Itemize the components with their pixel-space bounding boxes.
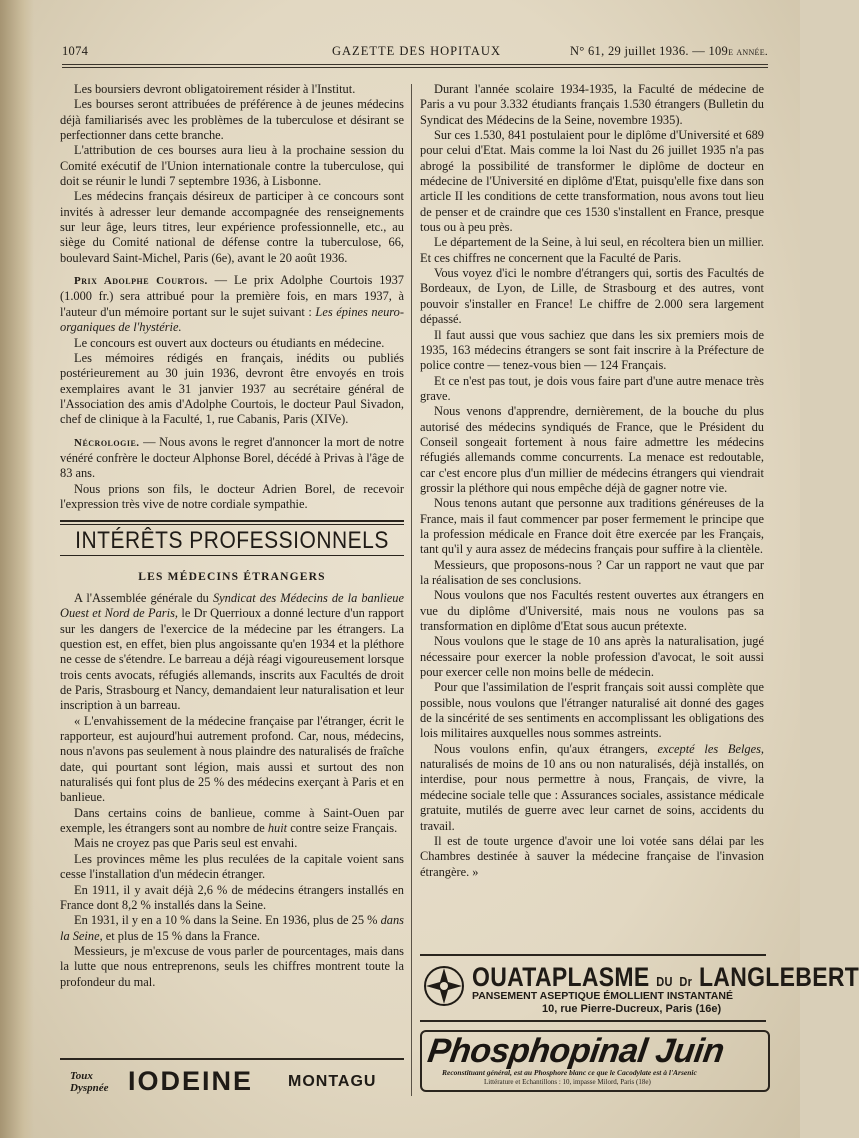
text-run: Dans certains coins de banlieue, comme à Saint-Ouen par exemple, les étrangers sont au nombre de	[60, 805, 404, 836]
journal-title: GAZETTE DES HOPITAUX	[332, 44, 501, 58]
emphasis: excepté les Belges,	[657, 741, 764, 756]
necro-text: — Nous avons le regret d'annoncer la mort de notre vénéré confrère le docteur Alphonse Borel, décédé à Privas à l'âge de 83 ans.	[60, 434, 404, 481]
brand-du: DU	[656, 975, 673, 990]
article-subhead: LES MÉDECINS ÉTRANGERS	[138, 570, 326, 583]
article-paragraph: Nous tenons autant que personne aux traditions généreuses de la France, mais il faut commencer par poser fermement le principe que la profession médicale en France doit être exercée par les Français, tant qu'il y aura assez de médecins français pour suffire à la clientèle.	[420, 496, 764, 557]
thin-rule	[60, 524, 404, 525]
paragraph: Les médecins français désireux de participer à ce concours sont invités à adresser leur demande accompagnée des renseignements sur leur âge, leurs titres, leur expérience professionnelle, etc., au siège du Comité national de défense contre la tuberculose, 66, boulevard Saint-Michel, Paris (6e), avant le 20 août 1936.	[60, 189, 404, 265]
iodeine-indications	[70, 1070, 109, 1094]
article-paragraph: Nous voulons que le stage de 10 ans après la naturalisation, jugé nécessaire pour exercer la noble profession d'avocat, le soit aussi pour exercer celle non moins belle de médecin.	[420, 634, 764, 680]
issue-suffix: e année.	[728, 46, 768, 58]
running-header	[62, 44, 768, 62]
iodeine-advertisement	[60, 1058, 404, 1116]
left-column	[60, 82, 404, 990]
article-paragraph: Et ce n'est pas tout, je dois vous faire part d'une autre menace très grave.	[420, 373, 764, 403]
thick-rule	[60, 520, 404, 522]
article-paragraph	[60, 591, 404, 714]
article-paragraph: Durant l'année scolaire 1934-1935, la Faculté de médecine de Paris a vu pour 3.332 étudiants français 1.530 étrangers (Bulletin du Syndicat des Médecins de la Seine, novembre 1935).	[420, 82, 764, 127]
article-paragraph: En 1911, il y avait déjà 2,6 % de médecins étrangers installés en France dont 8,2 % installés dans la Seine.	[60, 882, 404, 912]
article-paragraph: Sur ces 1.530, 841 postulaient pour le diplôme d'Université et 689 pour celui d'Etat. Mais comme la loi Nast du 26 juillet 1935 n'a pas abrogé la possibilité de transformer le diplôme de docteur en médecine de l'Université en diplôme d'Etat, puisqu'elle fixe dans son article II les conditions de cette transformation, nous avons tout lieu de penser et de craindre que ces 1530 s'installent en France, presque tous ou à peu près.	[420, 128, 764, 235]
toux-label: Toux	[70, 1070, 93, 1082]
paragraph: Les bourses seront attribuées de préférence à de jeunes médecins déjà familiarisés avec les problèmes de la tuberculose et désirant se perfectionner dans cette branche.	[60, 97, 404, 143]
prix-lead: Prix Adolphe Courtois.	[74, 275, 208, 288]
phosphopinal-address: Littérature et Echantillons : 10, impasse Milord, Paris (18e)	[484, 1078, 651, 1086]
ouataplasme-address: 10, rue Pierre-Ducreux, Paris (16e)	[542, 1003, 722, 1015]
paragraph: Nous prions son fils, le docteur Adrien Borel, de recevoir l'expression très vive de notre cordiale sympathie.	[60, 481, 404, 511]
ouataplasme-title	[472, 962, 859, 993]
cross-emblem-icon	[422, 964, 466, 1008]
ouataplasme-advertisement	[420, 954, 859, 1022]
article-paragraph: Il faut aussi que vous sachiez que dans les six premiers mois de 1935, 163 médecins étrangers se sont fait inscrire à la Préfecture de police contre — tenez-vous bien — 124 Français.	[420, 327, 764, 373]
article-paragraph: « L'envahissement de la médecine française par l'étranger, écrit le rapporteur, est aujourd'hui autrement profond. Car, nous, médecins, nous n'avons pas seulement à nous plaindre des naturalisés de fraîche date, qui pourtant sont légion, mais aussi et surtout des non naturalisés qui font plus de 25 % des médecins exerçant à Paris et en banlieue.	[60, 713, 404, 805]
article-paragraph: Messieurs, je m'excuse de vous parler de pourcentages, mais dans la lutte que nous entreprenons, seuls les chiffres montrent toute la profondeur du mal.	[60, 943, 404, 989]
page-number: 1074	[62, 44, 89, 58]
section-title: INTÉRÊTS PROFESSIONNELS	[75, 527, 389, 554]
article-paragraph	[60, 913, 404, 944]
text-run: le Dr Querrioux a donné lecture d'un rapport sur les dangers de l'exercice de la médecine par les étrangers. La question est, en effet, bien plus angoissante qu'en 1934 et la pléthore ne cesse de s'étendre. Le barreau a déjà réagi vigoureusement lorsque trois cents avocats, réfugiés allemands, inscrits aux Facultés de droit de Paris, Strasbourg et Nancy, demandaient leur naturalisation et leur inscription à un barreau.	[60, 606, 404, 713]
article-paragraph: Nous venons d'apprendre, dernièrement, de la bouche du plus autorisé des médecins syndiqués de France, que le Président du Conseil songeait fortement à nous faire admettre les médecins réfugiés allemands comme concurrents. La menace est redoutable, car c'est encore plus d'un millier de médecins étrangers qui viendrait grossir la pléthore qui nous empêche déjà de gagner notre vie.	[420, 404, 764, 495]
ouataplasme-tagline: PANSEMENT ASEPTIQUE ÉMOLLIENT INSTANTANÉ	[472, 990, 733, 1002]
text-run: et plus de 15 % dans la France.	[102, 928, 260, 943]
header-rule-double	[62, 67, 768, 68]
paragraph: Les boursiers devront obligatoirement résider à l'Institut.	[74, 82, 356, 96]
emphasis: huit	[267, 821, 288, 836]
article-paragraph: Les provinces même les plus reculées de la capitale voient sans cesse l'installation d'un médecin étranger.	[60, 851, 404, 882]
brand-name: LANGLEBERT	[698, 962, 859, 992]
necro-lead: Nécrologie.	[74, 436, 140, 449]
prix-paragraph	[60, 273, 404, 335]
thin-rule	[60, 555, 404, 556]
paragraph: Le concours est ouvert aux docteurs ou étudiants en médecine.	[74, 335, 385, 350]
necrologie-paragraph	[60, 435, 404, 482]
issue-text: N° 61, 29 juillet 1936. — 109	[569, 44, 729, 58]
article-paragraph: Il est de toute urgence d'avoir une loi votée sans délai par les Chambres destinée à sauver la médecine française de l'invasion étrangère. »	[420, 833, 764, 879]
prix-subject: Les épines neuro-organiques de l'hystérie.	[60, 304, 404, 335]
emphasis: dans la Seine,	[60, 913, 404, 943]
dyspnee-label: Dyspnée	[70, 1082, 109, 1094]
right-column	[420, 82, 764, 880]
prix-text: — Le prix Adolphe Courtois 1937 (1.000 fr.) sera attribué pour la première fois, en mars 1937, à l'auteur d'un mémoire portant sur le sujet suivant :	[60, 273, 404, 319]
article-paragraph: Le département de la Seine, à lui seul, en récoltera bien un millier. Et ces chiffres ne concernent que la Faculté de Paris.	[420, 235, 764, 265]
text-run: contre seize Français.	[287, 821, 398, 836]
phosphopinal-advertisement	[420, 1030, 770, 1092]
paragraph: Les mémoires rédigés en français, inédits ou publiés postérieurement au 30 juin 1936, devront être envoyés en trois exemplaires avant le 31 janvier 1937 au secrétaire général de l'Association des amis d'Adolphe Courtois, le docteur Paul Sivadon, chef de clinique à la Faculté, 1, rue Cabanis, Paris (XIVe).	[60, 350, 404, 427]
paragraph: L'attribution de ces bourses aura lieu à la prochaine session du Comité exécutif de l'Union internationale contre la tuberculose, qui doit se réunir le lundi 7 septembre 1936, à Lisbonne.	[60, 143, 404, 189]
text-run: En 1931, il y en a 10 % dans la Seine. En 1936, plus de 25 %	[74, 913, 381, 928]
text-run: Nous voulons enfin, qu'aux étrangers,	[434, 741, 658, 756]
column-divider	[411, 84, 412, 1096]
phosphopinal-brand: Phosphopinal Juin	[425, 1032, 727, 1070]
article-paragraph: Pour que l'assimilation de l'esprit français soit aussi complète que possible, nous voulons que l'étranger naturalisé ait donné des gages de la sincérité de ses sentiments en accomplissant les obligations des lois militaires auxquelles nous sommes astreints.	[420, 680, 764, 741]
article-paragraph: Nous voulons que nos Facultés restent ouvertes aux étrangers en vue du diplôme d'Université, mais nous ne voulons pas sa transformation en diplôme d'Etat sous aucun prétexte.	[420, 588, 764, 634]
article-paragraph: Mais ne croyez pas que Paris seul est envahi.	[74, 836, 298, 851]
brand-word: OUATAPLASME	[472, 962, 650, 992]
article-paragraph: Messieurs, que proposons-nous ? Car un rapport ne vaut que par la réalisation de ses conclusions.	[420, 557, 764, 587]
section-divider-bottom	[60, 555, 404, 556]
phosphopinal-tagline: Reconstituant général, est au Phosphore blanc ce que le Cacodylate est à l'Arsenic	[442, 1068, 697, 1077]
iodeine-brand: IODEINE	[128, 1066, 254, 1096]
article-paragraph	[60, 806, 404, 837]
syndicat-name: Syndicat des Médecins de la banlieue Ouest et Nord de Paris,	[60, 590, 404, 621]
text-run: A l'Assemblée générale du	[74, 590, 213, 605]
issue-line	[570, 44, 768, 59]
brand-dr: Dr	[679, 975, 693, 990]
article-paragraph	[420, 742, 764, 834]
text-run: naturalisés de moins de 10 ans ou non naturalisés, déjà installés, on interdise, pour nous permettre à nous, Français, de vivre, la médecine sociale telle que : Assurances sociales, assistance médicale gratuite, mutilés de guerre avec leur carnet de soins, accidents du travail.	[420, 757, 764, 833]
montagu-brand: MONTAGU	[288, 1073, 377, 1090]
header-rule	[62, 64, 768, 65]
article-paragraph: Vous voyez d'ici le nombre d'étrangers qui, sortis des Facultés de Bordeaux, de Lyon, de Lille, de Strasbourg et des autres, vont pouvoir s'installer en France! Le chiffre de 2.000 sera largement dépassé.	[420, 266, 764, 327]
section-divider-top	[60, 520, 404, 525]
page-edge-shadow	[0, 0, 34, 1138]
